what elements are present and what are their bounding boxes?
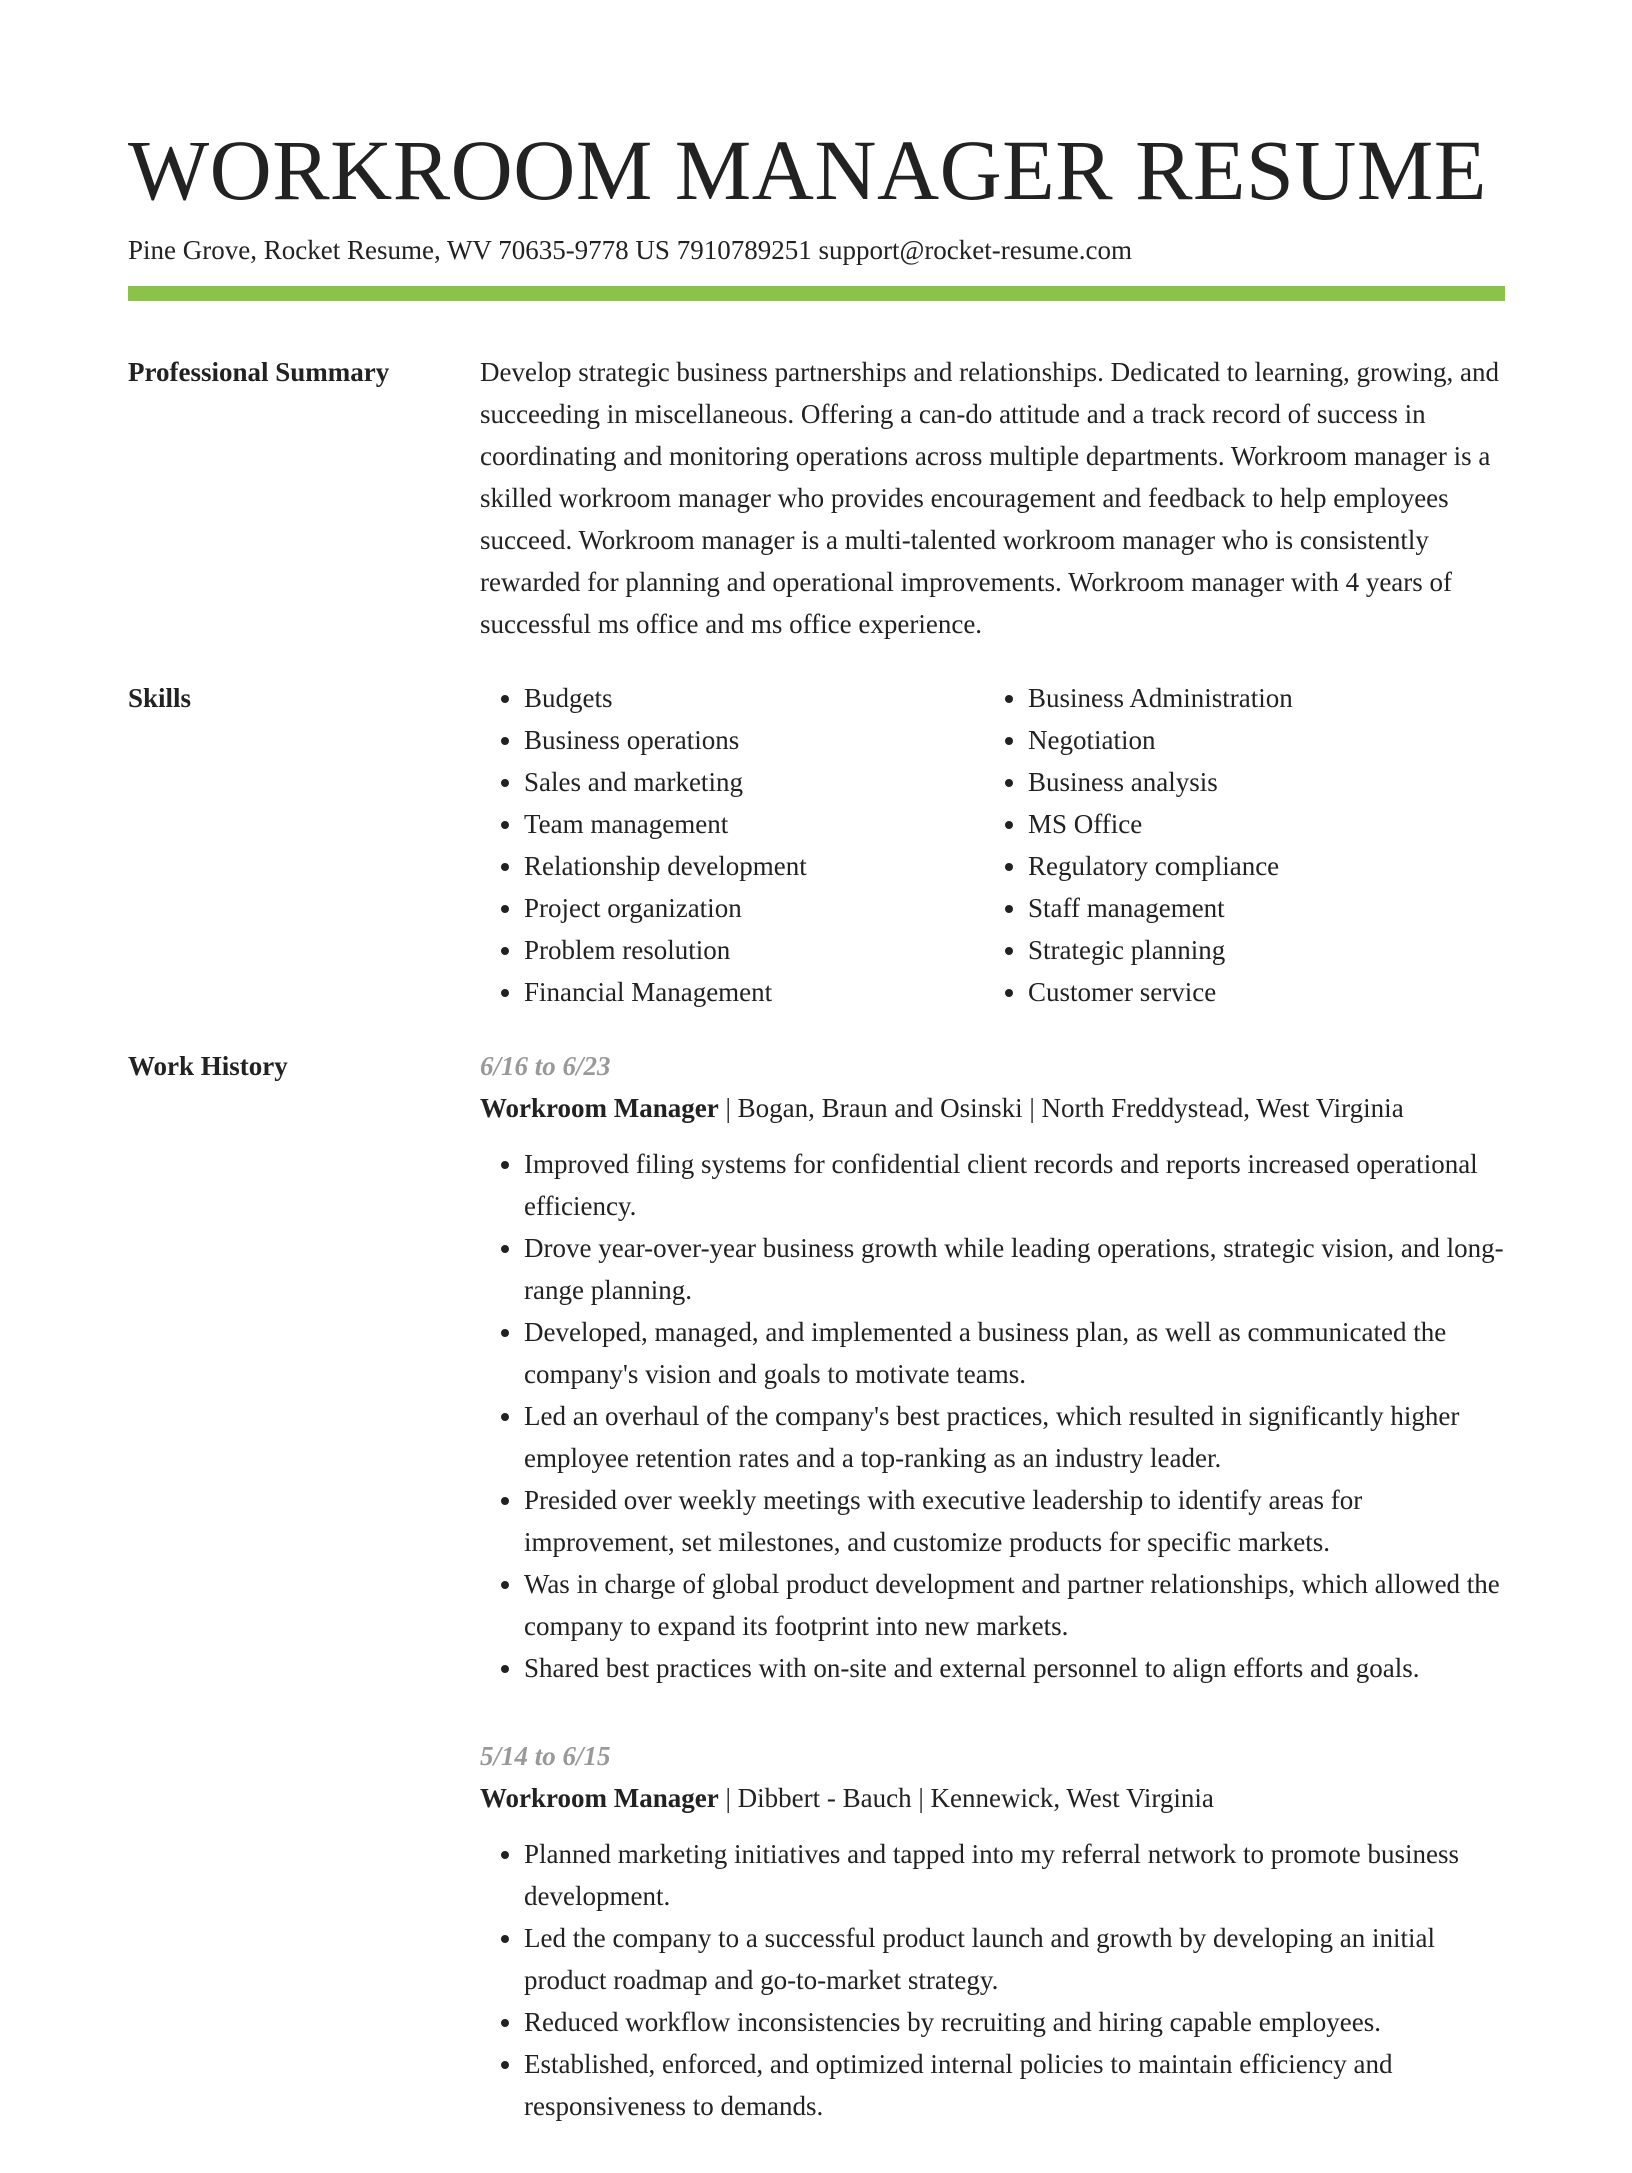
skill-item: • Budgets bbox=[524, 677, 984, 719]
job-bullet: • Drove year-over-year business growth while leading operations, strategic vision, and long-range planning. bbox=[524, 1227, 1505, 1311]
contact-address: Pine Grove, Rocket Resume, WV 70635-9778 US bbox=[128, 235, 670, 265]
job-bullet: • Reduced workflow inconsistencies by recruiting and hiring capable employees. bbox=[524, 2001, 1505, 2043]
skills-heading: Skills bbox=[128, 683, 192, 713]
skill-item: • Problem resolution bbox=[524, 929, 984, 971]
job-title: Workroom Manager bbox=[480, 1093, 719, 1123]
job-bullet: • Led the company to a successful product launch and growth by developing an initial product roadmap and go-to-market strategy. bbox=[524, 1917, 1505, 2001]
job-bullet: • Planned marketing initiatives and tapped into my referral network to promote business development. bbox=[524, 1833, 1505, 1917]
contact-line bbox=[128, 232, 1505, 268]
job-bullet-list bbox=[480, 1833, 1505, 2127]
job-bullet-list bbox=[480, 1143, 1505, 1689]
job-bullet: • Developed, managed, and implemented a business plan, as well as communicated the company's vision and goals to motivate teams. bbox=[524, 1311, 1505, 1395]
job-bullet: • Was in charge of global product development and partner relationships, which allowed the company to expand its footprint into new markets. bbox=[524, 1563, 1505, 1647]
skill-item: • Staff management bbox=[1028, 887, 1488, 929]
job-bullet: • Improved filing systems for confidential client records and reports increased operational efficiency. bbox=[524, 1143, 1505, 1227]
job-bullet: • Led an overhaul of the company's best practices, which resulted in significantly higher employee retention rates and a top-ranking as an industry leader. bbox=[524, 1395, 1505, 1479]
job-entry bbox=[480, 1735, 1505, 2127]
skill-item: • Financial Management bbox=[524, 971, 984, 1013]
skill-item: • Negotiation bbox=[1028, 719, 1488, 761]
job-title-line bbox=[480, 1777, 1505, 1819]
job-dates: 6/16 to 6/23 bbox=[480, 1051, 611, 1081]
summary-text: Develop strategic business partnerships and relationships. Dedicated to learning, growing, and succeeding in miscellaneous. Offering a can-do attitude and a track record of success in coordinating and monitoring operations across multiple departments. Workroom manager is a skilled workroom manager who provides encouragement and feedback to help employees succeed. Workroom manager is a multi-talented workroom manager who is consistently rewarded for planning and operational improvements. Workroom manager with 4 years of successful ms office and ms office experience. bbox=[480, 357, 1499, 639]
job-title: Workroom Manager bbox=[480, 1783, 719, 1813]
skill-item: • Project organization bbox=[524, 887, 984, 929]
skills-columns bbox=[480, 677, 1505, 1013]
work-history-section bbox=[128, 1045, 1505, 2173]
header-divider bbox=[128, 286, 1505, 301]
skills-list-left bbox=[480, 677, 984, 1013]
job-bullet: • Established, enforced, and optimized internal policies to maintain efficiency and responsiveness to demands. bbox=[524, 2043, 1505, 2127]
resume-page bbox=[128, 120, 1505, 2173]
skill-item: • Sales and marketing bbox=[524, 761, 984, 803]
skill-item: • Strategic planning bbox=[1028, 929, 1488, 971]
contact-email: support@rocket-resume.com bbox=[818, 235, 1132, 265]
skill-item: • Business analysis bbox=[1028, 761, 1488, 803]
skill-item: • Team management bbox=[524, 803, 984, 845]
job-bullet: • Presided over weekly meetings with executive leadership to identify areas for improvement, set milestones, and customize products for specific markets. bbox=[524, 1479, 1505, 1563]
skill-item: • Regulatory compliance bbox=[1028, 845, 1488, 887]
job-bullet: • Shared best practices with on-site and external personnel to align efforts and goals. bbox=[524, 1647, 1505, 1689]
job-company-location: | Bogan, Braun and Osinski | North Freddystead, West Virginia bbox=[718, 1093, 1404, 1123]
summary-section bbox=[128, 351, 1505, 645]
work-history-body bbox=[480, 1045, 1505, 2173]
job-company-location: | Dibbert - Bauch | Kennewick, West Virginia bbox=[718, 1783, 1214, 1813]
skill-item: • MS Office bbox=[1028, 803, 1488, 845]
skills-section bbox=[128, 677, 1505, 1013]
skills-list-right bbox=[984, 677, 1488, 1013]
skill-item: • Relationship development bbox=[524, 845, 984, 887]
job-dates: 5/14 to 6/15 bbox=[480, 1741, 611, 1771]
job-entry bbox=[480, 1045, 1505, 1689]
skill-item: • Customer service bbox=[1028, 971, 1488, 1013]
skill-item: • Business operations bbox=[524, 719, 984, 761]
job-title-line bbox=[480, 1087, 1505, 1129]
summary-heading: Professional Summary bbox=[128, 357, 390, 387]
contact-phone: 7910789251 bbox=[676, 235, 812, 265]
skill-item: • Business Administration bbox=[1028, 677, 1488, 719]
page-title: WORKROOM MANAGER RESUME bbox=[128, 122, 1487, 218]
work-history-heading: Work History bbox=[128, 1051, 288, 1081]
